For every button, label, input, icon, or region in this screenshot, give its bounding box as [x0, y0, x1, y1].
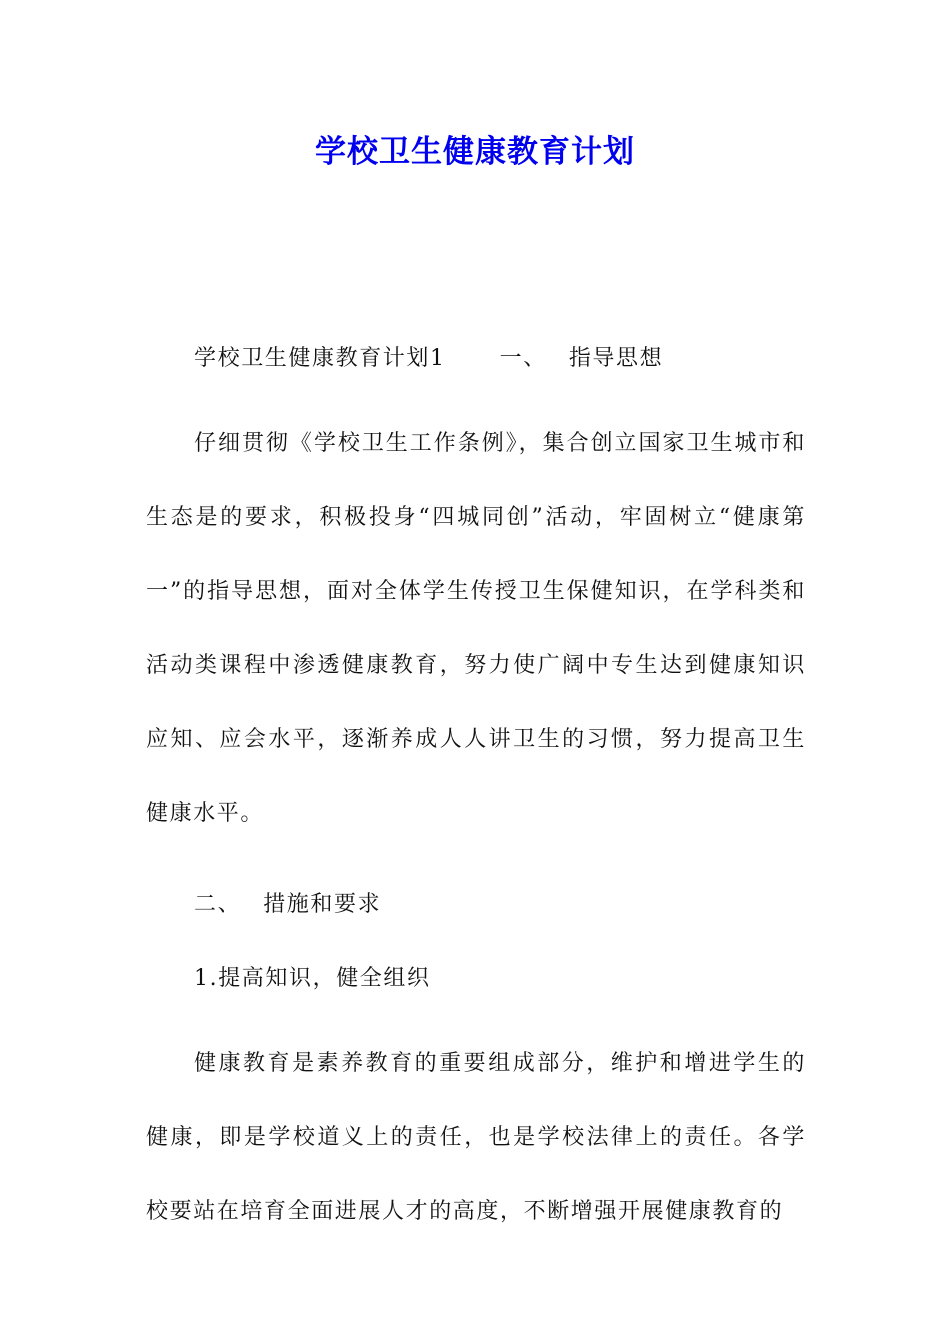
section-title-2: 措施和要求 [263, 892, 382, 917]
section-heading-2 [146, 885, 806, 925]
document-body [146, 339, 806, 1283]
document-title: 学校卫生健康教育计划 [315, 134, 635, 170]
paragraph-health-education: 健康教育是素养教育的重要组成部分，维护和增进学生的健康，即是学校道义上的责任，也是学校法律上的责任。各学校要站在培育全面进展人才的高度，不断增强开展健康教育的 [146, 1051, 806, 1224]
section-number-1: 一、 [499, 346, 547, 371]
subsection-heading-1: 1.提高知识，健全组织 [194, 966, 431, 991]
heading-line [146, 339, 806, 379]
subtitle: 学校卫生健康教育计划1 [194, 346, 446, 371]
section-title-1: 指导思想 [568, 346, 664, 371]
paragraph-guiding-thought: 仔细贯彻《学校卫生工作条例》，集合创立国家卫生城市和生态是的要求，积极投身“四城同创”活动，牢固树立“健康第一”的指导思想，面对全体学生传授卫生保健知识，在学科类和活动类课程中渗透健康教育，努力使广阔中专生达到健康知识应知、应会水平，逐渐养成人人讲卫生的习惯，努力提高卫生健康水平。 [146, 431, 806, 826]
section-number-2: 二、 [194, 892, 242, 917]
